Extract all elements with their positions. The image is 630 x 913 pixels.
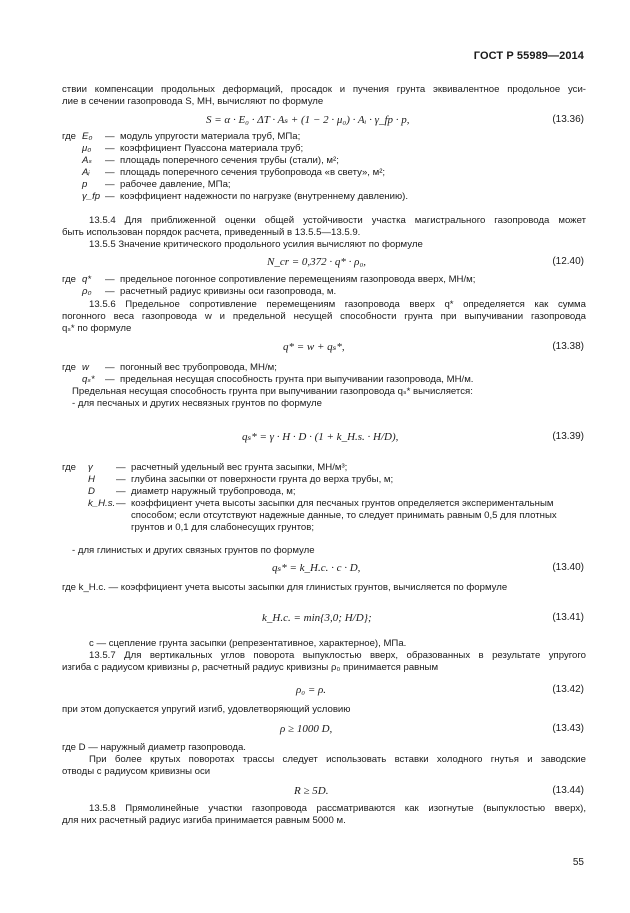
text-line: 13.5.4 Для приближенной оценки общей устойчивости участка магистрального газопровода может <box>89 215 586 226</box>
definition-row <box>62 286 586 298</box>
definition-symbol: γ_fp <box>82 191 101 202</box>
definition-dash: — <box>105 179 115 190</box>
text-line: При более крутых поворотах трассы следует использовать вставки холодного гнутья и заводские <box>89 754 586 765</box>
text-line: при этом допускается упругий изгиб, удовлетворяющий условию <box>62 704 351 715</box>
text-line: 13.5.6 Предельное сопротивление перемещениям газопровода вверх q* определяется как сумма <box>89 299 586 310</box>
definition-text: расчетный удельный вес грунта засыпки, МН/м³; <box>131 462 348 473</box>
definition-symbol: H <box>88 474 95 485</box>
definition-dash: — <box>105 143 115 154</box>
equation-number: (13.42) <box>552 684 584 695</box>
text-line: для них расчетный радиус изгиба принимается равным 5000 м. <box>62 815 346 826</box>
definition-row <box>62 374 586 386</box>
definition-text: предельная несущая способность грунта при выпучивании газопровода, МН/м. <box>120 374 474 385</box>
definition-symbol: k_H.s. <box>88 498 116 509</box>
page-number: 55 <box>572 857 584 868</box>
definition-symbol: D <box>88 486 95 497</box>
formula-13-39: qₛ* = γ · H · D · (1 + k_H.s. · H/D), <box>242 431 399 443</box>
definition-row <box>62 155 586 167</box>
definition-dash: — <box>105 374 115 385</box>
equation-number: (13.41) <box>552 612 584 623</box>
definition-symbol: E₀ <box>82 131 93 142</box>
formula-12-40: N_cr = 0,372 · q* · ρ₀, <box>267 256 367 268</box>
definition-dash: — <box>116 486 126 497</box>
definition-text: погонный вес трубопровода, МН/м; <box>120 362 277 373</box>
definition-text: коэффициент учета высоты засыпки для песчаных грунтов определяется экспериментальным способом; если отсутствуют надежные данные, то следует принимать равным 0,5 для плотных грунтов и 0,1 для слабонесущих грунтов; <box>131 498 557 533</box>
definition-lead <box>62 179 82 191</box>
definitions-list <box>62 462 586 534</box>
definition-text: рабочее давление, МПа; <box>120 179 231 190</box>
definition-row <box>62 131 586 143</box>
definition-lead <box>62 474 88 486</box>
equation-number: (13.38) <box>552 341 584 352</box>
definitions-list <box>62 362 586 386</box>
definition-dash: — <box>116 462 126 473</box>
text-line: быть использован порядок расчета, приведенный в 13.5.5—13.5.9. <box>62 227 361 238</box>
definition-lead: где <box>62 131 77 142</box>
equation-number: (13.39) <box>552 431 584 442</box>
text-line: 13.5.8 Прямолинейные участки газопровода рассматриваются как изогнутые (выпуклостью вверх), <box>89 803 586 814</box>
equation-number: (13.44) <box>552 785 584 796</box>
standard-header: ГОСТ Р 55989—2014 <box>473 50 584 62</box>
definition-symbol: ρ₀ <box>82 286 92 297</box>
definition-text: модуль упругости материала труб, МПа; <box>120 131 301 142</box>
definition-lead <box>62 286 82 298</box>
definition-text: коэффициент надежности по нагрузке (внутреннему давлению). <box>120 191 409 202</box>
text-line: ствии компенсации продольных деформаций, просадок и пучения грунта эквивалентное продольное уси- <box>62 84 586 95</box>
definition-symbol: μ₀ <box>82 143 92 154</box>
definitions-list <box>62 274 586 298</box>
definition-lead: где <box>62 274 77 285</box>
text-line: погонного веса газопровода w и предельной несущей способности грунта при выпучивании газопровода <box>62 311 586 322</box>
text-line: - для глинистых и других связных грунтов по формуле <box>72 545 315 556</box>
definition-row <box>62 167 586 179</box>
definition-lead: где <box>62 462 77 473</box>
text-line: где k_H.c. — коэффициент учета высоты засыпки для глинистых грунтов, вычисляется по формуле <box>62 582 508 593</box>
definition-dash: — <box>105 362 115 373</box>
text-line: qₛ* по формуле <box>62 323 132 334</box>
text-line: изгиба с радиусом кривизны ρ, расчетный радиус кривизны ρ₀ принимается равным <box>62 662 439 673</box>
definition-symbol: Aᵢ <box>82 167 90 178</box>
definition-text: площадь поперечного сечения трубопровода «в свету», м²; <box>120 167 386 178</box>
text-line: 13.5.7 Для вертикальных углов поворота выпуклостью вверх, образованных в результате упругого <box>89 650 586 661</box>
definition-symbol: q* <box>82 274 92 285</box>
definition-row <box>62 486 586 498</box>
equation-number: (12.40) <box>552 256 584 267</box>
definition-dash: — <box>105 191 115 202</box>
formula-13-38: q* = w + qₛ*, <box>283 341 345 353</box>
text-line: 13.5.5 Значение критического продольного усилия вычисляют по формуле <box>89 239 423 250</box>
definition-symbol: Aₛ <box>82 155 92 166</box>
definition-row <box>62 179 586 191</box>
definition-symbol: qₛ* <box>82 374 95 385</box>
definition-lead <box>62 167 82 179</box>
definition-dash: — <box>116 498 126 509</box>
formula-13-36: S = α · E₀ · ΔT · Aₛ + (1 − 2 · μ₀) · Aᵢ · γ_fp · p, <box>206 114 410 126</box>
definition-text: расчетный радиус кривизны оси газопровода, м. <box>120 286 337 297</box>
equation-number: (13.36) <box>552 114 584 125</box>
definition-lead <box>62 374 82 386</box>
definition-row <box>62 143 586 155</box>
text-line: - для песчаных и других несвязных грунтов по формуле <box>72 398 322 409</box>
definition-row <box>62 191 586 203</box>
definition-text: глубина засыпки от поверхности грунта до верха трубы, м; <box>131 474 394 485</box>
definition-lead <box>62 191 82 203</box>
equation-number: (13.40) <box>552 562 584 573</box>
definition-symbol: p <box>82 179 88 190</box>
formula-13-44: R ≥ 5D. <box>294 785 329 797</box>
definition-row <box>62 362 586 374</box>
text-line: c — сцепление грунта засыпки (репрезентативное, характерное), МПа. <box>89 638 407 649</box>
definition-text: коэффициент Пуассона материала труб; <box>120 143 304 154</box>
text-line: отводы с радиусом кривизны оси <box>62 766 211 777</box>
definition-row <box>62 498 586 534</box>
definition-row <box>62 274 586 286</box>
definition-dash: — <box>105 131 115 142</box>
formula-13-40: qₛ* = k_H.c. · c · D, <box>272 562 361 574</box>
definition-lead <box>62 498 88 534</box>
definition-row <box>62 462 586 474</box>
formula-13-41: k_H.c. = min{3,0; H/D}; <box>262 612 372 624</box>
definition-lead: где <box>62 362 77 373</box>
definitions-list <box>62 131 586 203</box>
text-line: Предельная несущая способность грунта при выпучивании газопровода qₛ* вычисляется: <box>72 386 473 397</box>
definition-lead <box>62 155 82 167</box>
text-line: лие в сечении газопровода S, МН, вычисляют по формуле <box>62 96 324 107</box>
definition-dash: — <box>105 274 115 285</box>
definition-text: диаметр наружный трубопровода, м; <box>131 486 296 497</box>
definition-dash: — <box>105 155 115 166</box>
definition-dash: — <box>116 474 126 485</box>
definition-text: предельное погонное сопротивление перемещениям газопровода вверх, МН/м; <box>120 274 476 285</box>
definition-dash: — <box>105 286 115 297</box>
definition-dash: — <box>105 167 115 178</box>
definition-text: площадь поперечного сечения трубы (стали), м²; <box>120 155 339 166</box>
text-line: где D — наружный диаметр газопровода. <box>62 742 246 753</box>
definition-symbol: w <box>82 362 89 373</box>
formula-13-43: ρ ≥ 1000 D, <box>280 723 333 735</box>
definition-symbol: γ <box>88 462 93 473</box>
definition-lead <box>62 143 82 155</box>
definition-lead <box>62 486 88 498</box>
definition-row <box>62 474 586 486</box>
equation-number: (13.43) <box>552 723 584 734</box>
formula-13-42: ρ₀ = ρ. <box>296 684 327 696</box>
